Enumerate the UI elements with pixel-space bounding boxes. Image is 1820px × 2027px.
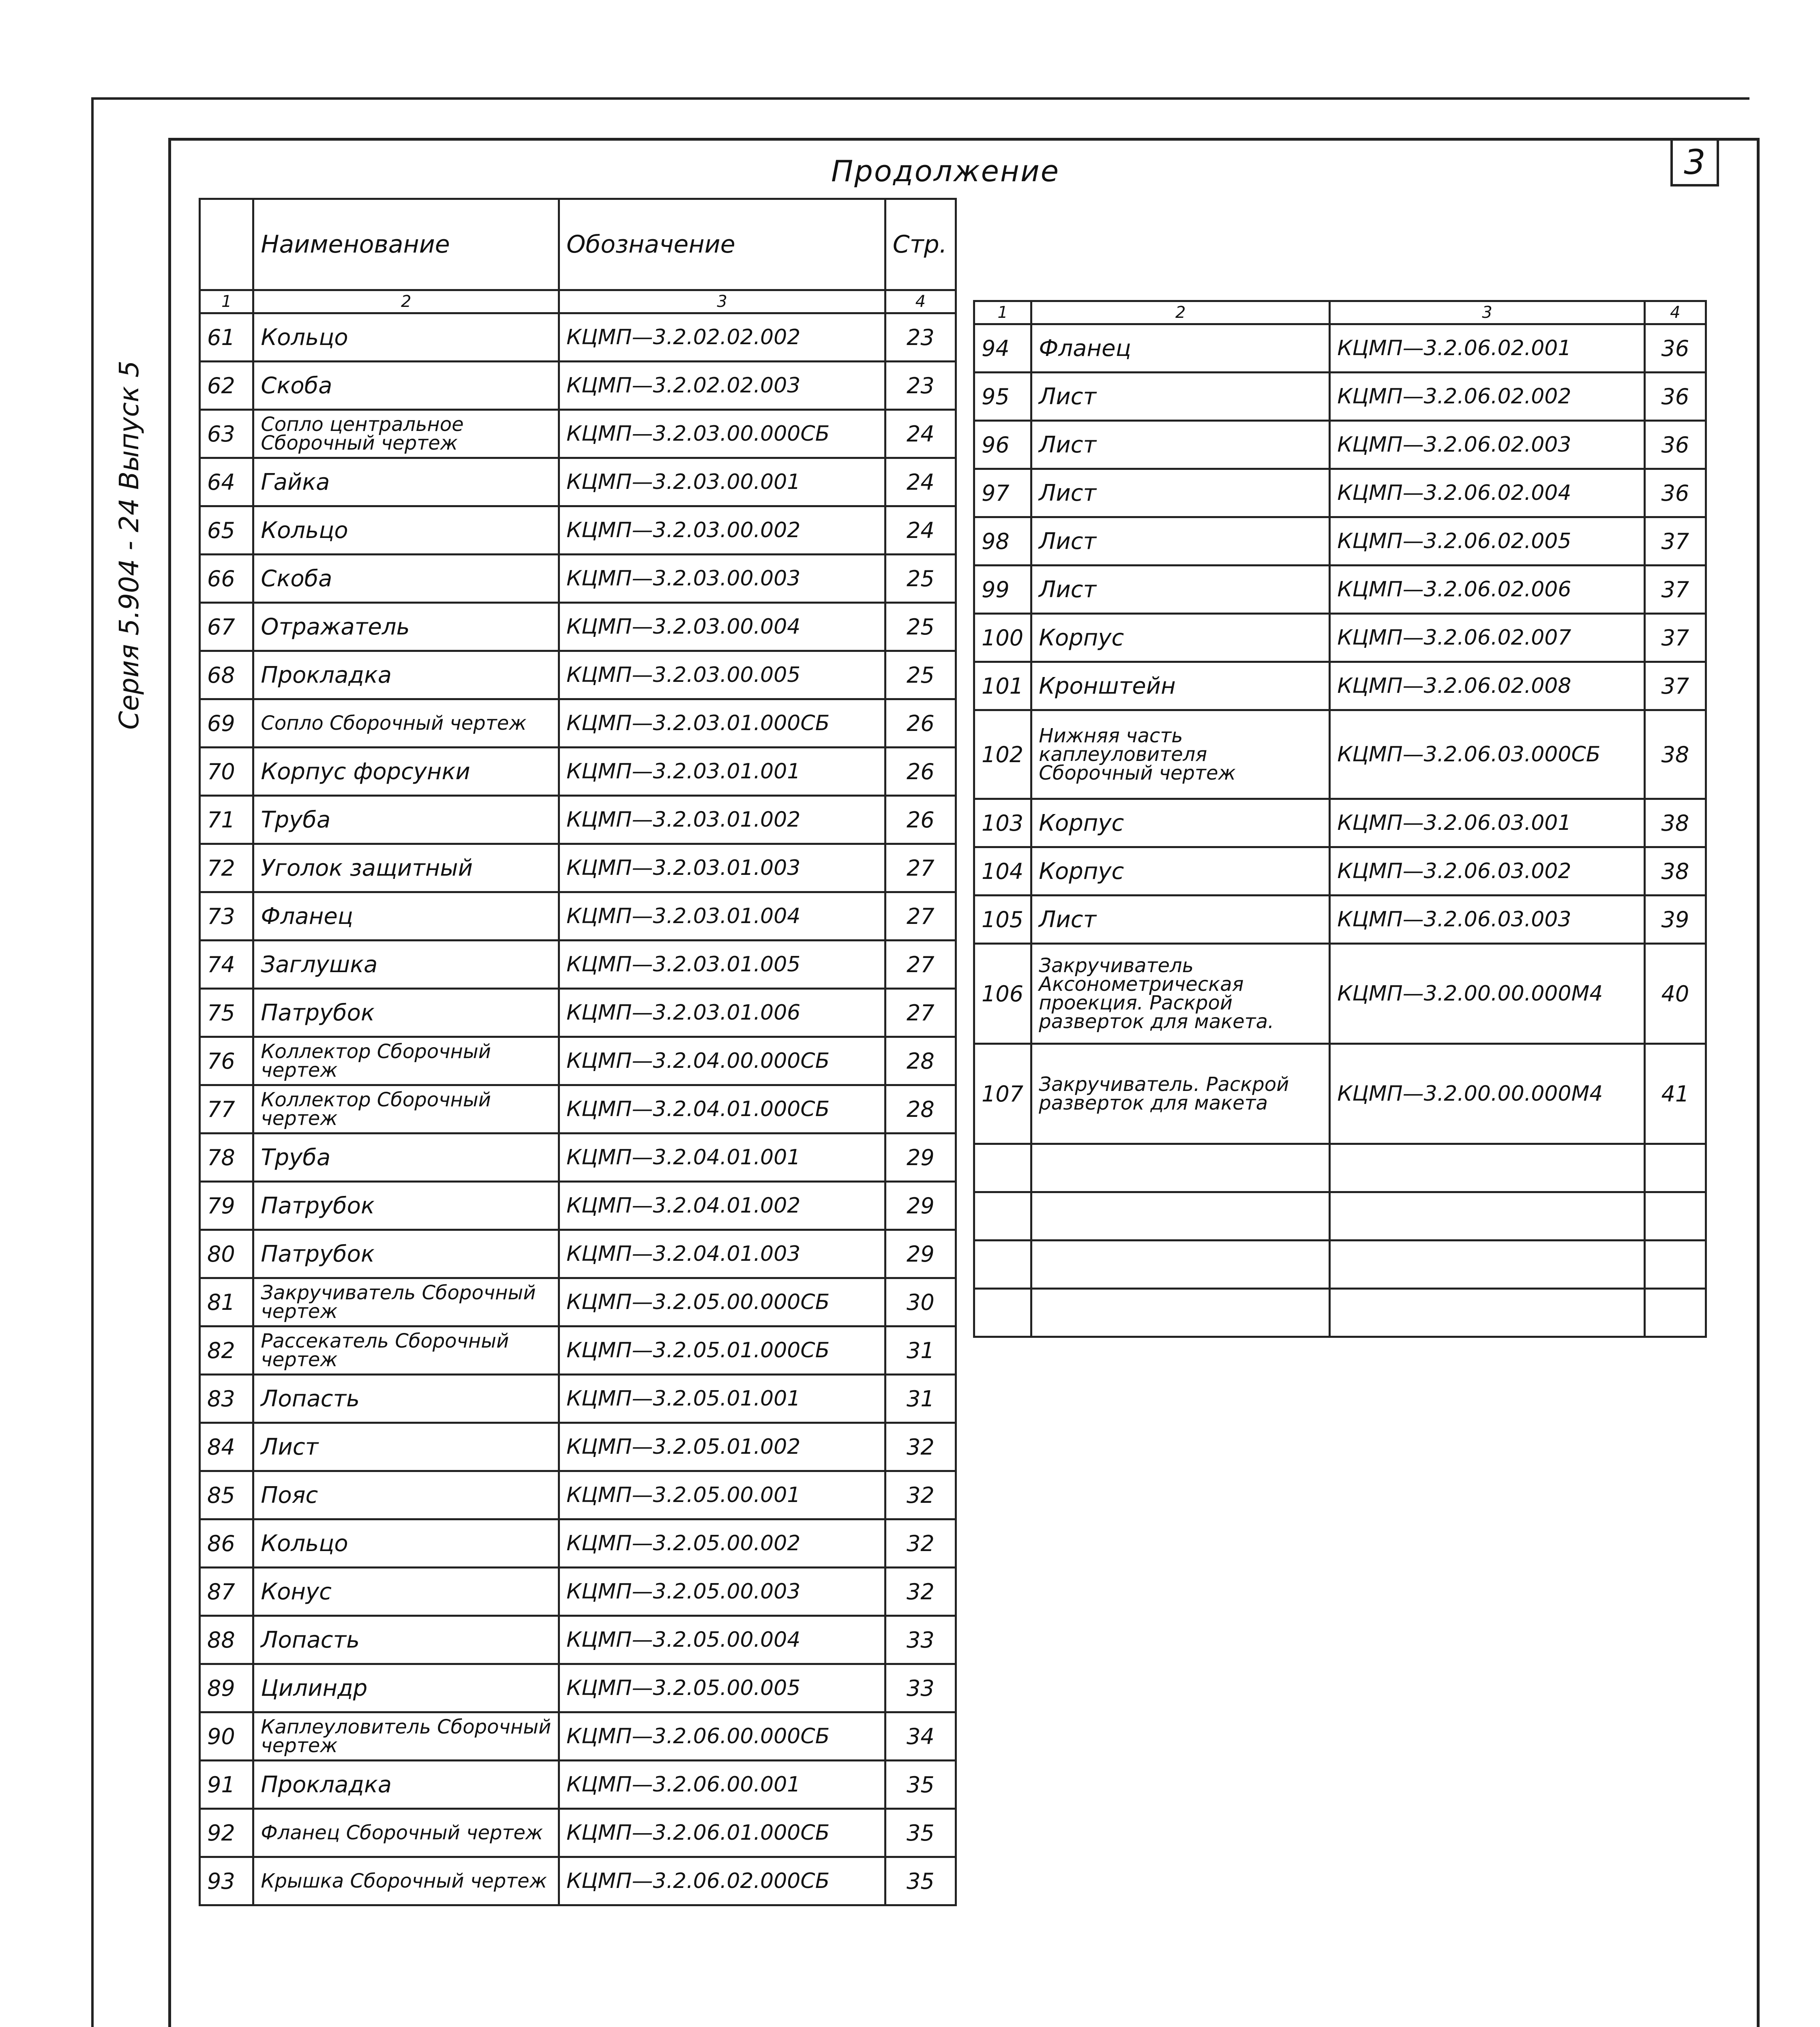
empty-cell bbox=[1031, 1289, 1330, 1337]
item-name: Патрубок bbox=[253, 989, 559, 1037]
item-name: Прокладка bbox=[253, 1761, 559, 1809]
item-name: Лопасть bbox=[253, 1375, 559, 1423]
item-page: 26 bbox=[885, 748, 956, 796]
table-row bbox=[974, 799, 1706, 847]
item-name: Фланец bbox=[1031, 324, 1330, 373]
item-name: Прокладка bbox=[253, 651, 559, 699]
item-name: Труба bbox=[253, 796, 559, 844]
item-name: Кольцо bbox=[253, 506, 559, 555]
item-designation: КЦМП—3.2.03.01.000СБ bbox=[559, 699, 885, 748]
empty-cell bbox=[1644, 1241, 1706, 1289]
item-designation: КЦМП—3.2.00.00.000М4 bbox=[1330, 1044, 1644, 1144]
item-page: 29 bbox=[885, 1133, 956, 1182]
item-designation: КЦМП—3.2.03.01.001 bbox=[559, 748, 885, 796]
item-page: 37 bbox=[1644, 566, 1706, 614]
item-number: 74 bbox=[200, 941, 253, 989]
column-number: 1 bbox=[200, 290, 253, 313]
table-row bbox=[200, 1664, 956, 1712]
item-page: 34 bbox=[885, 1712, 956, 1761]
item-name: Коллектор Сборочный чертеж bbox=[253, 1037, 559, 1085]
item-number: 87 bbox=[200, 1568, 253, 1616]
item-designation: КЦМП—3.2.06.02.004 bbox=[1330, 469, 1644, 517]
item-designation: КЦМП—3.2.04.00.000СБ bbox=[559, 1037, 885, 1085]
item-name: Лист bbox=[1031, 566, 1330, 614]
item-name: Нижняя часть каплеуловителя Сборочный чертеж bbox=[1031, 710, 1330, 799]
item-page: 36 bbox=[1644, 469, 1706, 517]
item-designation: КЦМП—3.2.06.02.008 bbox=[1330, 662, 1644, 710]
table-row bbox=[200, 1857, 956, 1905]
item-number: 80 bbox=[200, 1230, 253, 1278]
table-row bbox=[974, 373, 1706, 421]
item-designation: КЦМП—3.2.05.01.000СБ bbox=[559, 1326, 885, 1375]
item-designation: КЦМП—3.2.04.01.001 bbox=[559, 1133, 885, 1182]
item-name: Крышка Сборочный чертеж bbox=[253, 1857, 559, 1905]
empty-cell bbox=[974, 1289, 1031, 1337]
item-page: 33 bbox=[885, 1616, 956, 1664]
item-page: 29 bbox=[885, 1182, 956, 1230]
table-row bbox=[200, 555, 956, 603]
table-row bbox=[200, 1133, 956, 1182]
item-name: Цилиндр bbox=[253, 1664, 559, 1712]
item-number: 95 bbox=[974, 373, 1031, 421]
item-number: 69 bbox=[200, 699, 253, 748]
empty-table-row bbox=[974, 1241, 1706, 1289]
table-row bbox=[200, 1568, 956, 1616]
item-designation: КЦМП—3.2.06.02.001 bbox=[1330, 324, 1644, 373]
right-spec-table bbox=[973, 300, 1707, 1338]
item-designation: КЦМП—3.2.05.00.001 bbox=[559, 1471, 885, 1519]
item-number: 65 bbox=[200, 506, 253, 555]
item-number: 76 bbox=[200, 1037, 253, 1085]
item-number: 84 bbox=[200, 1423, 253, 1471]
item-designation: КЦМП—3.2.06.03.002 bbox=[1330, 847, 1644, 896]
item-number: 81 bbox=[200, 1278, 253, 1326]
table-header-row bbox=[200, 199, 956, 290]
item-name: Патрубок bbox=[253, 1230, 559, 1278]
item-number: 103 bbox=[974, 799, 1031, 847]
table-row bbox=[974, 710, 1706, 799]
item-number: 85 bbox=[200, 1471, 253, 1519]
item-page: 30 bbox=[885, 1278, 956, 1326]
item-number: 100 bbox=[974, 614, 1031, 662]
table-row bbox=[200, 1712, 956, 1761]
item-designation: КЦМП—3.2.06.02.002 bbox=[1330, 373, 1644, 421]
item-designation: КЦМП—3.2.05.00.005 bbox=[559, 1664, 885, 1712]
item-designation: КЦМП—3.2.05.00.003 bbox=[559, 1568, 885, 1616]
table-row bbox=[200, 458, 956, 506]
item-page: 27 bbox=[885, 892, 956, 941]
item-page: 35 bbox=[885, 1761, 956, 1809]
table-row bbox=[200, 506, 956, 555]
table-row bbox=[974, 469, 1706, 517]
item-page: 28 bbox=[885, 1085, 956, 1133]
item-name: Каплеуловитель Сборочный чертеж bbox=[253, 1712, 559, 1761]
item-page: 29 bbox=[885, 1230, 956, 1278]
item-name: Лопасть bbox=[253, 1616, 559, 1664]
table-row bbox=[200, 1375, 956, 1423]
item-name: Закручиватель. Раскрой разверток для макета bbox=[1031, 1044, 1330, 1144]
empty-cell bbox=[1031, 1241, 1330, 1289]
table-row bbox=[200, 1230, 956, 1278]
empty-cell bbox=[1644, 1289, 1706, 1337]
empty-cell bbox=[1330, 1241, 1644, 1289]
left-spec-table bbox=[199, 198, 957, 1906]
item-name: Корпус bbox=[1031, 799, 1330, 847]
item-number: 64 bbox=[200, 458, 253, 506]
empty-cell bbox=[1330, 1192, 1644, 1241]
item-name: Конус bbox=[253, 1568, 559, 1616]
item-number: 66 bbox=[200, 555, 253, 603]
item-designation: КЦМП—3.2.05.00.002 bbox=[559, 1519, 885, 1568]
item-name: Лист bbox=[253, 1423, 559, 1471]
item-page: 36 bbox=[1644, 373, 1706, 421]
table-row bbox=[200, 1423, 956, 1471]
item-number: 97 bbox=[974, 469, 1031, 517]
item-designation: КЦМП—3.2.06.00.001 bbox=[559, 1761, 885, 1809]
item-number: 70 bbox=[200, 748, 253, 796]
item-page: 24 bbox=[885, 458, 956, 506]
item-page: 24 bbox=[885, 410, 956, 458]
item-page: 25 bbox=[885, 603, 956, 651]
item-number: 89 bbox=[200, 1664, 253, 1712]
item-designation: КЦМП—3.2.05.01.002 bbox=[559, 1423, 885, 1471]
item-designation: КЦМП—3.2.03.01.006 bbox=[559, 989, 885, 1037]
item-page: 31 bbox=[885, 1326, 956, 1375]
item-number: 68 bbox=[200, 651, 253, 699]
item-page: 38 bbox=[1644, 847, 1706, 896]
column-number: 3 bbox=[559, 290, 885, 313]
table-row bbox=[974, 566, 1706, 614]
header-empty-cell bbox=[200, 199, 253, 290]
item-page: 25 bbox=[885, 651, 956, 699]
item-designation: КЦМП—3.2.04.01.002 bbox=[559, 1182, 885, 1230]
table-row bbox=[200, 651, 956, 699]
item-name: Кольцо bbox=[253, 313, 559, 362]
empty-table-row bbox=[974, 1289, 1706, 1337]
item-number: 104 bbox=[974, 847, 1031, 896]
item-name: Сопло центральное Сборочный чертеж bbox=[253, 410, 559, 458]
item-designation: КЦМП—3.2.03.00.003 bbox=[559, 555, 885, 603]
empty-table-row bbox=[974, 1144, 1706, 1192]
empty-cell bbox=[1031, 1144, 1330, 1192]
column-number: 4 bbox=[1644, 301, 1706, 324]
header-designation: Обозначение bbox=[559, 199, 885, 290]
item-name: Лист bbox=[1031, 896, 1330, 944]
item-designation: КЦМП—3.2.06.03.000СБ bbox=[1330, 710, 1644, 799]
item-number: 86 bbox=[200, 1519, 253, 1568]
table-row bbox=[974, 421, 1706, 469]
item-page: 27 bbox=[885, 941, 956, 989]
table-row bbox=[200, 1809, 956, 1857]
header-page: Стр. bbox=[885, 199, 956, 290]
table-row bbox=[200, 844, 956, 892]
item-page: 38 bbox=[1644, 799, 1706, 847]
item-number: 88 bbox=[200, 1616, 253, 1664]
item-name: Фланец Сборочный чертеж bbox=[253, 1809, 559, 1857]
item-number: 92 bbox=[200, 1809, 253, 1857]
item-name: Фланец bbox=[253, 892, 559, 941]
item-name: Кольцо bbox=[253, 1519, 559, 1568]
item-name: Кронштейн bbox=[1031, 662, 1330, 710]
empty-cell bbox=[974, 1144, 1031, 1192]
item-number: 106 bbox=[974, 944, 1031, 1044]
item-page: 23 bbox=[885, 313, 956, 362]
item-number: 91 bbox=[200, 1761, 253, 1809]
table-row bbox=[974, 662, 1706, 710]
empty-cell bbox=[1644, 1192, 1706, 1241]
item-designation: КЦМП—3.2.06.01.000СБ bbox=[559, 1809, 885, 1857]
column-number: 2 bbox=[253, 290, 559, 313]
continuation-title: Продолжение bbox=[831, 154, 1060, 188]
item-designation: КЦМП—3.2.06.03.001 bbox=[1330, 799, 1644, 847]
item-designation: КЦМП—3.2.06.00.000СБ bbox=[559, 1712, 885, 1761]
item-name: Патрубок bbox=[253, 1182, 559, 1230]
item-page: 28 bbox=[885, 1037, 956, 1085]
item-number: 71 bbox=[200, 796, 253, 844]
table-row bbox=[200, 1326, 956, 1375]
item-page: 26 bbox=[885, 796, 956, 844]
item-name: Лист bbox=[1031, 421, 1330, 469]
item-number: 99 bbox=[974, 566, 1031, 614]
item-designation: КЦМП—3.2.05.00.004 bbox=[559, 1616, 885, 1664]
item-page: 32 bbox=[885, 1519, 956, 1568]
item-page: 36 bbox=[1644, 324, 1706, 373]
item-name: Пояс bbox=[253, 1471, 559, 1519]
column-number: 1 bbox=[974, 301, 1031, 324]
item-name: Закручиватель Аксонометрическая проекция. Раскрой разверток для макета. bbox=[1031, 944, 1330, 1044]
table-row bbox=[200, 1278, 956, 1326]
column-number: 3 bbox=[1330, 301, 1644, 324]
item-page: 37 bbox=[1644, 517, 1706, 566]
item-designation: КЦМП—3.2.05.01.001 bbox=[559, 1375, 885, 1423]
item-number: 83 bbox=[200, 1375, 253, 1423]
item-name: Корпус bbox=[1031, 847, 1330, 896]
item-designation: КЦМП—3.2.03.01.005 bbox=[559, 941, 885, 989]
item-number: 79 bbox=[200, 1182, 253, 1230]
table-row bbox=[974, 944, 1706, 1044]
item-name: Гайка bbox=[253, 458, 559, 506]
item-number: 105 bbox=[974, 896, 1031, 944]
table-row bbox=[200, 362, 956, 410]
item-number: 90 bbox=[200, 1712, 253, 1761]
item-name: Лист bbox=[1031, 373, 1330, 421]
item-page: 27 bbox=[885, 844, 956, 892]
item-number: 61 bbox=[200, 313, 253, 362]
table-row bbox=[974, 517, 1706, 566]
item-designation: КЦМП—3.2.06.02.006 bbox=[1330, 566, 1644, 614]
item-name: Отражатель bbox=[253, 603, 559, 651]
item-designation: КЦМП—3.2.06.02.000СБ bbox=[559, 1857, 885, 1905]
item-name: Лист bbox=[1031, 517, 1330, 566]
item-page: 23 bbox=[885, 362, 956, 410]
item-name: Сопло Сборочный чертеж bbox=[253, 699, 559, 748]
item-designation: КЦМП—3.2.04.01.000СБ bbox=[559, 1085, 885, 1133]
item-name: Скоба bbox=[253, 362, 559, 410]
item-number: 72 bbox=[200, 844, 253, 892]
table-row bbox=[974, 847, 1706, 896]
item-designation: КЦМП—3.2.03.00.001 bbox=[559, 458, 885, 506]
page-number: 3 bbox=[1670, 138, 1719, 186]
table-row bbox=[200, 699, 956, 748]
item-designation: КЦМП—3.2.03.01.002 bbox=[559, 796, 885, 844]
table-row bbox=[200, 1037, 956, 1085]
item-page: 32 bbox=[885, 1568, 956, 1616]
item-page: 24 bbox=[885, 506, 956, 555]
item-designation: КЦМП—3.2.06.02.007 bbox=[1330, 614, 1644, 662]
item-designation: КЦМП—3.2.02.02.003 bbox=[559, 362, 885, 410]
empty-cell bbox=[1644, 1144, 1706, 1192]
item-name: Труба bbox=[253, 1133, 559, 1182]
item-number: 77 bbox=[200, 1085, 253, 1133]
item-designation: КЦМП—3.2.03.01.004 bbox=[559, 892, 885, 941]
item-number: 73 bbox=[200, 892, 253, 941]
left-table-body bbox=[200, 313, 956, 1905]
item-number: 101 bbox=[974, 662, 1031, 710]
table-row bbox=[200, 1761, 956, 1809]
item-name: Рассекатель Сборочный чертеж bbox=[253, 1326, 559, 1375]
item-page: 37 bbox=[1644, 614, 1706, 662]
table-row bbox=[200, 1616, 956, 1664]
column-number-row bbox=[974, 301, 1706, 324]
table-row bbox=[200, 1519, 956, 1568]
item-page: 35 bbox=[885, 1809, 956, 1857]
item-number: 93 bbox=[200, 1857, 253, 1905]
empty-cell bbox=[1330, 1289, 1644, 1337]
item-name: Уголок защитный bbox=[253, 844, 559, 892]
item-designation: КЦМП—3.2.03.01.003 bbox=[559, 844, 885, 892]
item-name: Скоба bbox=[253, 555, 559, 603]
item-page: 36 bbox=[1644, 421, 1706, 469]
item-name: Закручиватель Сборочный чертеж bbox=[253, 1278, 559, 1326]
item-page: 35 bbox=[885, 1857, 956, 1905]
item-designation: КЦМП—3.2.06.02.003 bbox=[1330, 421, 1644, 469]
table-row bbox=[200, 892, 956, 941]
table-row bbox=[974, 896, 1706, 944]
item-number: 96 bbox=[974, 421, 1031, 469]
item-number: 67 bbox=[200, 603, 253, 651]
item-number: 78 bbox=[200, 1133, 253, 1182]
item-name: Коллектор Сборочный чертеж bbox=[253, 1085, 559, 1133]
empty-cell bbox=[974, 1192, 1031, 1241]
table-row bbox=[200, 603, 956, 651]
item-page: 40 bbox=[1644, 944, 1706, 1044]
table-row bbox=[974, 1044, 1706, 1144]
item-page: 32 bbox=[885, 1471, 956, 1519]
item-page: 25 bbox=[885, 555, 956, 603]
right-table-body bbox=[974, 324, 1706, 1337]
item-designation: КЦМП—3.2.06.03.003 bbox=[1330, 896, 1644, 944]
item-designation: КЦМП—3.2.04.01.003 bbox=[559, 1230, 885, 1278]
table-row bbox=[200, 941, 956, 989]
item-page: 31 bbox=[885, 1375, 956, 1423]
item-designation: КЦМП—3.2.05.00.000СБ bbox=[559, 1278, 885, 1326]
item-page: 39 bbox=[1644, 896, 1706, 944]
item-page: 37 bbox=[1644, 662, 1706, 710]
table-row bbox=[200, 796, 956, 844]
table-row bbox=[200, 989, 956, 1037]
item-designation: КЦМП—3.2.03.00.004 bbox=[559, 603, 885, 651]
table-row bbox=[974, 614, 1706, 662]
item-page: 27 bbox=[885, 989, 956, 1037]
empty-cell bbox=[974, 1241, 1031, 1289]
item-name: Лист bbox=[1031, 469, 1330, 517]
item-number: 62 bbox=[200, 362, 253, 410]
item-name: Заглушка bbox=[253, 941, 559, 989]
item-page: 26 bbox=[885, 699, 956, 748]
item-number: 82 bbox=[200, 1326, 253, 1375]
table-row bbox=[200, 313, 956, 362]
column-number-row bbox=[200, 290, 956, 313]
column-number: 2 bbox=[1031, 301, 1330, 324]
item-number: 107 bbox=[974, 1044, 1031, 1144]
empty-table-row bbox=[974, 1192, 1706, 1241]
item-designation: КЦМП—3.2.03.00.005 bbox=[559, 651, 885, 699]
item-page: 33 bbox=[885, 1664, 956, 1712]
empty-cell bbox=[1031, 1192, 1330, 1241]
table-row bbox=[200, 748, 956, 796]
item-page: 32 bbox=[885, 1423, 956, 1471]
item-page: 38 bbox=[1644, 710, 1706, 799]
item-designation: КЦМП—3.2.00.00.000М4 bbox=[1330, 944, 1644, 1044]
item-number: 94 bbox=[974, 324, 1031, 373]
table-row bbox=[200, 1085, 956, 1133]
item-number: 75 bbox=[200, 989, 253, 1037]
item-designation: КЦМП—3.2.02.02.002 bbox=[559, 313, 885, 362]
item-number: 98 bbox=[974, 517, 1031, 566]
item-name: Корпус bbox=[1031, 614, 1330, 662]
table-row bbox=[200, 1182, 956, 1230]
series-side-label: Серия 5.904 - 24 Выпуск 5 bbox=[114, 360, 145, 730]
table-row bbox=[200, 1471, 956, 1519]
item-designation: КЦМП—3.2.03.00.000СБ bbox=[559, 410, 885, 458]
item-number: 63 bbox=[200, 410, 253, 458]
table-row bbox=[974, 324, 1706, 373]
empty-cell bbox=[1330, 1144, 1644, 1192]
item-number: 102 bbox=[974, 710, 1031, 799]
item-designation: КЦМП—3.2.03.00.002 bbox=[559, 506, 885, 555]
item-name: Корпус форсунки bbox=[253, 748, 559, 796]
item-page: 41 bbox=[1644, 1044, 1706, 1144]
table-row bbox=[200, 410, 956, 458]
item-designation: КЦМП—3.2.06.02.005 bbox=[1330, 517, 1644, 566]
column-number: 4 bbox=[885, 290, 956, 313]
header-name: Наименование bbox=[253, 199, 559, 290]
